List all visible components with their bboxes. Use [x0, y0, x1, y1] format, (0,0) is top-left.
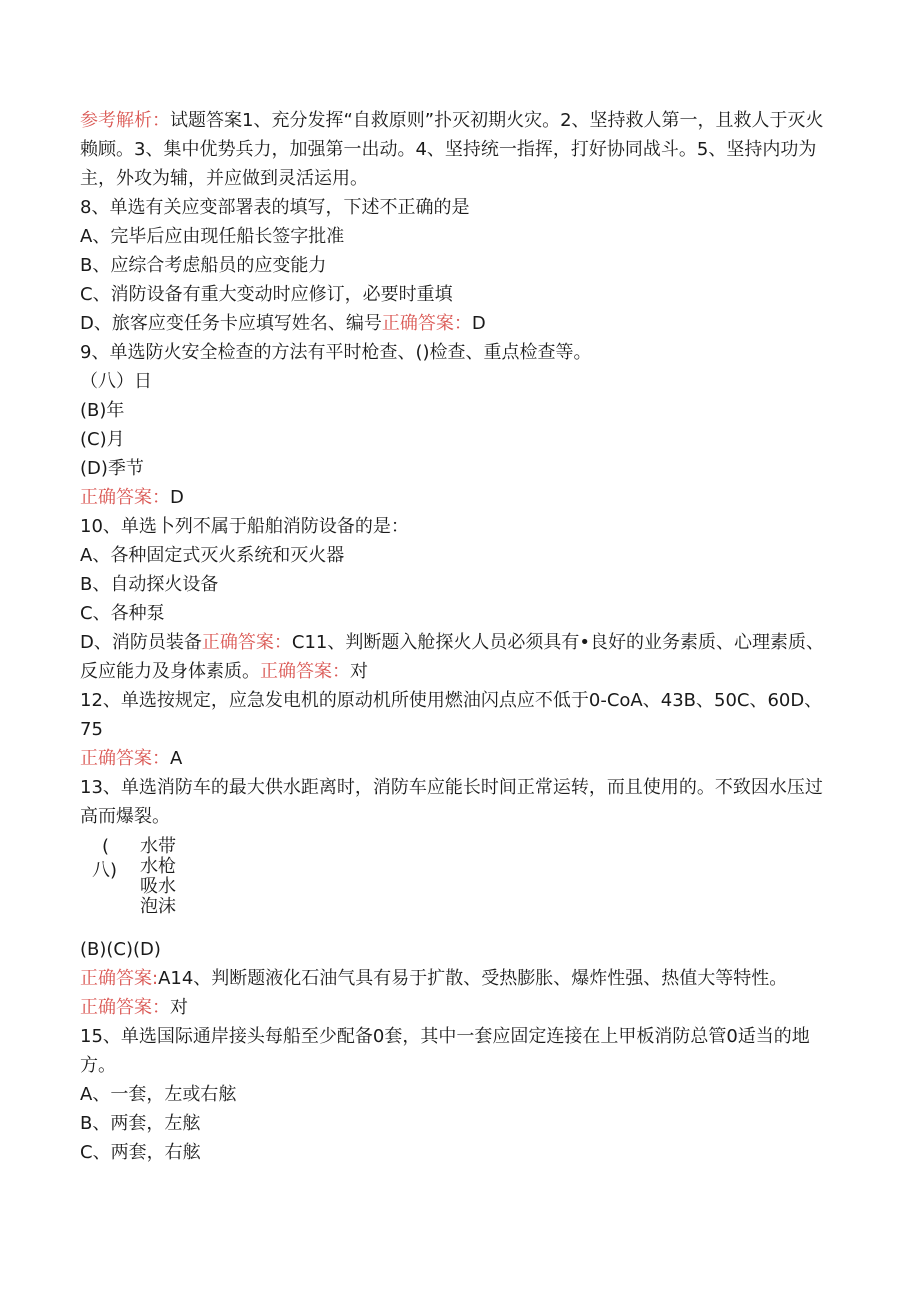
q7-analysis: [80, 106, 840, 193]
q15-option-c: C、两套，右舷: [80, 1142, 201, 1163]
q10-option-d-with-answer: [80, 628, 840, 686]
q15-option-b: B、两套，左舷: [80, 1113, 201, 1134]
q10-option-c: C、各种泵: [80, 603, 165, 624]
q9-option-b: (B)年: [80, 400, 125, 421]
document-body: [80, 106, 840, 1167]
q15-stem: 15、单选国际通岸接头每船至少配备0套，其中一套应固定连接在上甲板消防总管0适当的地方。: [80, 1026, 810, 1076]
q9-option-a: （八）日: [80, 371, 152, 392]
q13-choice: 水带: [140, 836, 176, 857]
q12-answer: A: [170, 748, 183, 769]
q10-option-b: B、自动探火设备: [80, 574, 219, 595]
q8-option-d-with-answer: [80, 309, 840, 338]
q15-option-a: A、一套，左或右舷: [80, 1084, 237, 1105]
answer-label: 正确答案：: [80, 997, 170, 1018]
q10-answer-q11: C11、判断题入舱探火人员必须具有•良好的业务素质、心理素质、反应能力及身体素质。: [80, 632, 824, 682]
q13-bcd: (B)(C)(D): [80, 939, 161, 960]
q10-stem: 10、单选卜列不属于船舶消防设备的是：: [80, 516, 409, 537]
q12-stem: 12、单选按规定，应急发电机的原动机所使用燃油闪点应不低于0-CoA、43B、50C、60D、75: [80, 690, 823, 740]
q13-option-block: [80, 831, 840, 935]
answer-label: 正确答案:: [80, 968, 159, 989]
q10-option-d: D、消防员装备: [80, 632, 202, 653]
q13-choices: [140, 837, 176, 917]
q13-answer-q14-text: A14、判断题液化石油气具有易于扩散、受热膨胀、爆炸性强、热值大等特性。: [158, 968, 788, 989]
answer-label: 正确答案：: [80, 487, 170, 508]
q9-option-d: (D)季节: [80, 458, 144, 479]
q8-answer: D: [471, 313, 486, 334]
q13-bracket: [92, 835, 117, 883]
bracket-label: 八): [92, 860, 118, 881]
q14-answer: 对: [170, 997, 188, 1018]
answer-label: 正确答案：: [201, 632, 292, 653]
answer-label: 正确答案：: [80, 748, 170, 769]
q13-choice: 泡沫: [140, 896, 176, 917]
answer-label: 正确答案：: [260, 661, 350, 682]
analysis-text: 试题答案1、充分发挥“自救原则”扑灭初期火灾。2、坚持救人第一，且救人于灭火赖顾。3、集中优势兵力，加强第一出动。4、坚持统一指挥，打好协同战斗。5、坚持内功为主，外攻为辅，并应做到灵活运用。: [80, 110, 824, 189]
answer-label: 正确答案：: [381, 313, 472, 334]
q8-option-c: C、消防设备有重大变动时应修订，必要时重填: [80, 284, 453, 305]
q13-stem: 13、单选消防车的最大供水距离时，消防车应能长时间正常运转，而且使用的。不致因水压过高而爆裂。: [80, 777, 823, 827]
q8-option-a: A、完毕后应由现任船长签字批准: [80, 226, 345, 247]
q12-answer-line: [80, 744, 840, 773]
q9-answer: D: [170, 487, 184, 508]
analysis-label: 参考解析：: [80, 110, 170, 131]
q8-option-b: B、应综合考虑船员的应变能力: [80, 255, 327, 276]
q8-option-d: D、旅客应变任务卡应填写姓名、编号: [80, 313, 382, 334]
bracket-open: (: [102, 836, 110, 857]
q13-choice: 水枪: [140, 856, 176, 877]
q9-answer-line: [80, 483, 840, 512]
q10-option-a: A、各种固定式灭火系统和灭火器: [80, 545, 345, 566]
q14-answer-line: [80, 993, 840, 1022]
q13-choice: 吸水: [140, 876, 176, 897]
q8-stem: 8、单选有关应变部署表的填写，下述不正确的是: [80, 197, 470, 218]
q11-answer: 对: [350, 661, 368, 682]
q13-answer-q14: [80, 964, 840, 993]
q9-option-c: (C)月: [80, 429, 125, 450]
q9-stem: 9、单选防火安全检查的方法有平时枪查、()检查、重点检查等。: [80, 342, 592, 363]
